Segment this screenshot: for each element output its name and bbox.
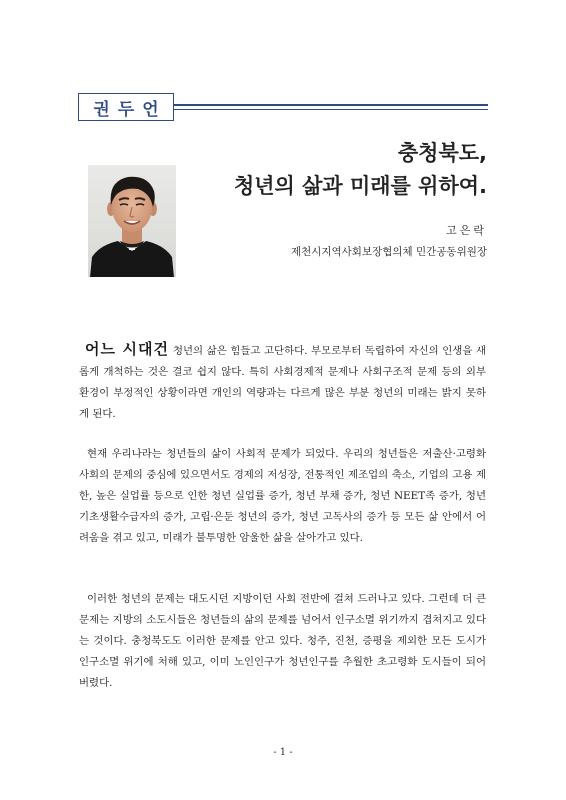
author-portrait [88,165,176,277]
section-divider-thin [174,109,488,110]
paragraph-2: 현재 우리나라는 청년들의 삶이 사회적 문제가 되었다. 우리의 청년들은 저출산·고령화 사회의 문제의 중심에 있으면서도 경제의 저성장, 전통적인 제조업의 축소, 기업의 고용 제한, 높은 실업률 등으로 인한 청년 실업률 증가, 청년 부채 증가, 청년 NEET족 증가, 청년 기초생활수급자의 증가, 고립·은둔 청년의 증가, 청년 고독사의 증가 등 모든 삶 안에서 어려움을 겪고 있고, 미래가 불투명한 암울한 삶을 살아가고 있다. [79,448,486,544]
section-divider [174,104,488,106]
section-header [78,93,488,123]
article-title [234,137,487,203]
paragraph-3: 이러한 청년의 문제는 대도시던 지방이던 사회 전반에 걸쳐 드러나고 있다. 그런데 더 큰 문제는 지방의 소도시들은 청년들의 삶의 문제를 넘어서 인구소멸 위기까지 겹쳐지고 있다는 것이다. 충청북도도 이러한 문제를 안고 있다. 청주, 진천, 증평을 제외한 모든 도시가 인구소멸 위기에 처해 있고, 이미 노인인구가 청년인구를 추월한 초고령화 도시들이 되어버렸다. [79,593,486,689]
page-number: - 1 - [273,747,293,758]
section-label: 권두언 [78,93,174,121]
author-position: 제천시지역사회보장협의체 민간공동위원장 [290,246,487,258]
title-line-2: 청년의 삶과 미래를 위하여. [233,174,487,198]
title-line-1: 충청북도, [397,141,487,165]
paragraph-1 [79,339,486,425]
author-name: 고은락 [446,224,487,237]
paragraph-lead: 어느 시대건 [85,340,169,358]
paragraph-1-text: 청년의 삶은 힘들고 고단하다. 부모로부터 독립하여 자신의 인생을 새롭게 개척하는 것은 결코 쉽지 않다. 특히 사회경제적 문제나 사회구조적 문제 등의 외부 환경이 부정적인 상황이라면 개인의 역량과는 다르게 많은 부분 청년의 미래는 밝지 못하게 된다. [79,345,486,420]
